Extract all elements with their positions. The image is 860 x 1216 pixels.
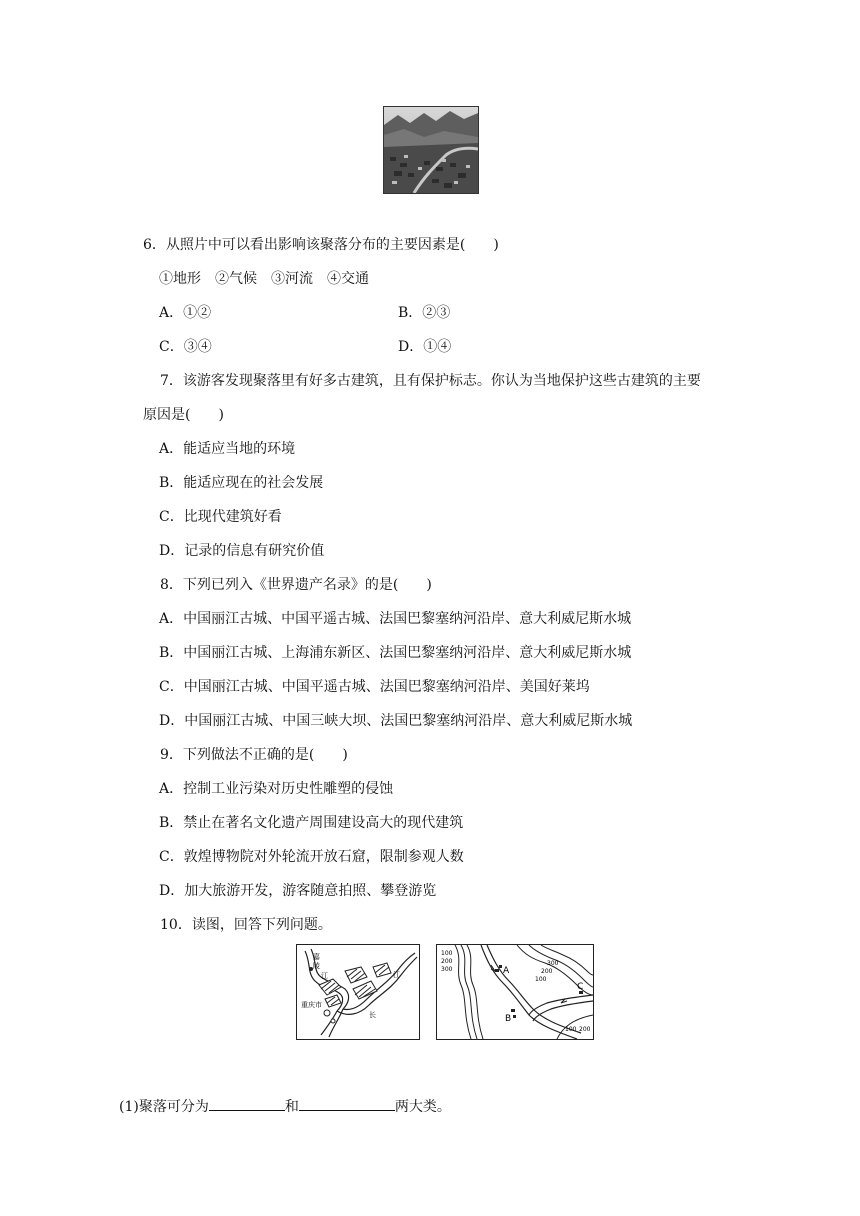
map-contour: [436, 944, 594, 1040]
q7-option-b[interactable]: B．能适应现在的社会发展: [159, 475, 324, 491]
map2-contour-300a: 300: [441, 966, 453, 973]
q6-stem: 6．从照片中可以看出影响该聚落分布的主要因素是( ): [143, 237, 499, 253]
q8-option-d[interactable]: D．中国丽江古城、中国三峡大坝、法国巴黎塞纳河沿岸、意大利威尼斯水城: [159, 713, 633, 729]
q7-stem-line2: 原因是( ): [143, 407, 224, 423]
map1-label-jia: 嘉: [313, 953, 320, 961]
q8-option-a[interactable]: A．中国丽江古城、中国平遥古城、法国巴黎塞纳河沿岸、意大利威尼斯水城: [159, 611, 632, 627]
q9-option-c[interactable]: C．敦煌博物院对外轮流开放石窟，限制参观人数: [159, 849, 464, 865]
q9-option-b[interactable]: B．禁止在著名文化遗产周围建设高大的现代建筑: [159, 815, 464, 831]
q10-sub1-mid: 和: [284, 1099, 299, 1115]
river-map-icon: [297, 945, 419, 1039]
q7-option-a[interactable]: A．能适应当地的环境: [159, 441, 296, 457]
map-chongqing: [296, 944, 420, 1040]
q10-sub1-prefix: (1)聚落可分为: [119, 1099, 209, 1115]
q9-stem: 9．下列做法不正确的是( ): [160, 747, 348, 763]
contour-map-icon: [437, 945, 593, 1039]
settlement-photo: [383, 106, 479, 194]
q8-stem: 8．下列已列入《世界遗产名录》的是( ): [160, 577, 432, 593]
answer-blank-1[interactable]: [209, 1096, 285, 1111]
map2-label-a: A: [503, 966, 510, 976]
answer-blank-2[interactable]: [299, 1096, 395, 1111]
q10-stem: 10．读图，回答下列问题。: [160, 917, 332, 933]
map2-contour-200c: 200: [579, 1026, 591, 1033]
map2-contour-200a: 200: [441, 958, 453, 965]
q10-sub1-suffix: 两大类。: [394, 1099, 451, 1115]
map1-label-ling: 陵: [313, 962, 320, 970]
map2-contour-100c: 100: [565, 1026, 577, 1033]
map2-label-c: C: [577, 982, 584, 992]
q7-option-c[interactable]: C．比现代建筑好看: [159, 509, 282, 525]
q9-option-a[interactable]: A．控制工业污染对历史性雕塑的侵蚀: [159, 781, 394, 797]
q10-sub1: [119, 1096, 451, 1116]
map2-contour-100b: 100: [535, 976, 547, 983]
map2-label-b: B: [505, 1014, 512, 1024]
map2-contour-200b: 200: [541, 968, 553, 975]
q7-stem-line1: 7．该游客发现聚落里有好多古建筑，且有保护标志。你认为当地保护这些古建筑的主要: [160, 373, 701, 389]
q6-option-a[interactable]: A．①②: [159, 305, 212, 321]
map1-label-jiang1: 江: [321, 972, 328, 980]
q9-option-d[interactable]: D．加大旅游开发，游客随意拍照、攀登游览: [159, 883, 437, 899]
map1-label-jiang2: 江: [393, 971, 400, 979]
q8-option-b[interactable]: B．中国丽江古城、上海浦东新区、法国巴黎塞纳河沿岸、意大利威尼斯水城: [159, 645, 632, 661]
map1-label-chang: 长: [369, 1011, 376, 1019]
q6-option-d[interactable]: D．①④: [398, 339, 452, 355]
q6-items: ①地形 ②气候 ③河流 ④交通: [159, 271, 369, 287]
q8-option-c[interactable]: C．中国丽江古城、中国平遥古城、法国巴黎塞纳河沿岸、美国好莱坞: [159, 679, 590, 695]
map2-contour-300b: 300: [547, 960, 559, 967]
q6-option-b[interactable]: B．②③: [398, 305, 451, 321]
map2-contour-100a: 100: [441, 950, 453, 957]
village-photo-icon: [384, 107, 478, 193]
q7-option-d[interactable]: D．记录的信息有研究价值: [159, 543, 325, 559]
map1-label-city: 重庆市: [301, 1001, 322, 1009]
q6-option-c[interactable]: C．③④: [159, 339, 212, 355]
